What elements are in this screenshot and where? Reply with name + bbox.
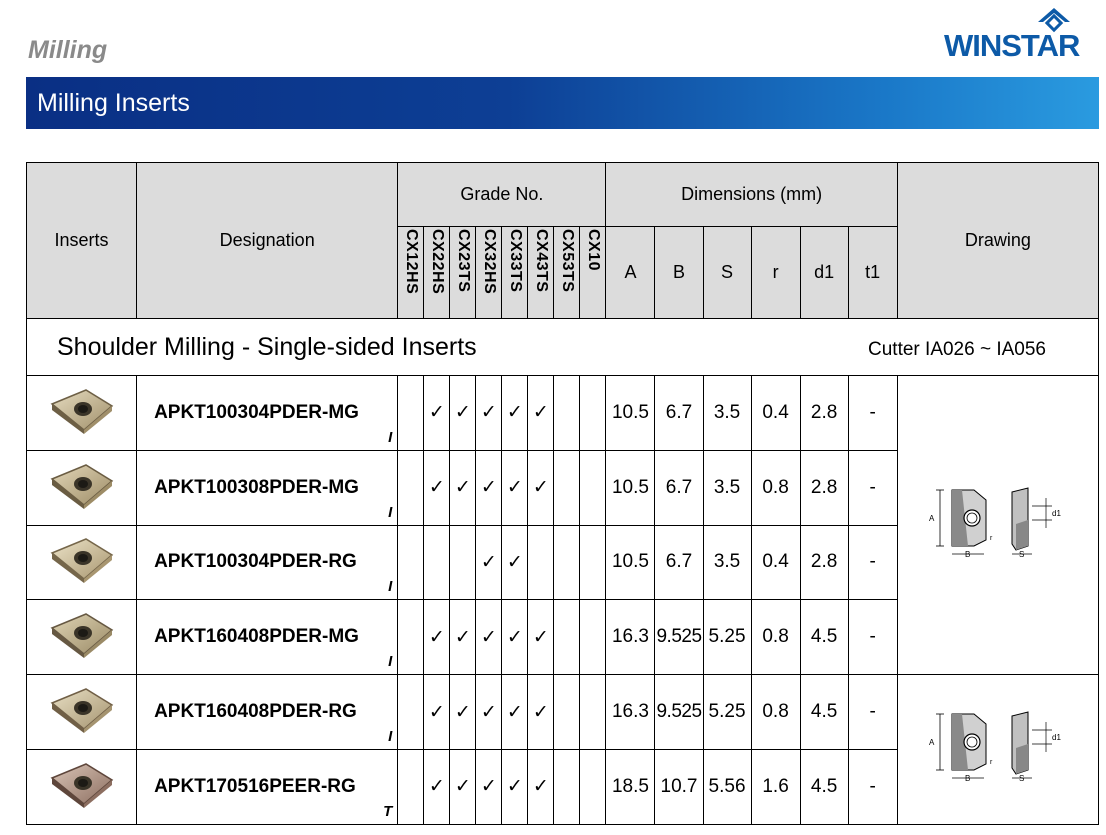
grade-cell: ✓ [528,675,554,750]
grade-cell: ✓ [476,675,502,750]
grade-cell: ✓ [424,376,450,451]
grade-cell [580,675,606,750]
chipbreaker-mark: I [388,653,393,671]
winstar-logo-icon [1032,6,1076,36]
label-b: B [964,774,971,784]
dimension-cell: 9.525 [655,675,703,750]
insert-image-cell [27,525,137,600]
dimension-cell: 3.5 [703,376,751,451]
dimension-cell: 5.25 [703,600,751,675]
grade-cell: ✓ [424,600,450,675]
dimension-cell: 18.5 [606,749,655,824]
dimension-cell: 2.8 [800,376,848,451]
section-title: Milling [28,36,108,64]
label-d1: d1 [1051,509,1061,519]
dimension-cell: 0.4 [751,376,800,451]
grade-cell [398,450,424,525]
dimension-cell: 0.8 [751,450,800,525]
dimension-cell: 6.7 [655,525,703,600]
dimension-cell: 5.25 [703,675,751,750]
header-drawing: Drawing [897,163,1098,319]
grade-cell: ✓ [528,450,554,525]
grade-cell: ✓ [476,376,502,451]
label-r: r [989,759,993,767]
header-designation: Designation [137,163,398,319]
grade-cell: ✓ [450,675,476,750]
header-grade-no: Grade No. [398,163,606,227]
dimension-cell: - [848,675,897,750]
grade-cell [528,525,554,600]
grade-cell [398,525,424,600]
chipbreaker-mark: I [388,727,393,745]
designation-cell [137,749,398,824]
designation-cell [137,376,398,451]
grade-cell [554,600,580,675]
grade-cell [554,376,580,451]
grade-cell: ✓ [502,675,528,750]
designation-text: APKT170516PEER-RG [154,775,356,797]
grade-cell: ✓ [528,749,554,824]
dimension-cell: 6.7 [655,450,703,525]
grade-cell: ✓ [450,376,476,451]
grade-cell: ✓ [424,450,450,525]
designation-text: APKT160408PDER-MG [154,626,359,648]
section-row [27,319,1099,376]
insert-photo [46,683,118,735]
label-s: S [1018,774,1025,784]
grade-cell [580,600,606,675]
dimension-cell: 0.8 [751,600,800,675]
dim-header-r: r [751,227,800,319]
insert-image-cell [27,376,137,451]
dimension-cell: 16.3 [606,600,655,675]
dimension-cell: 9.525 [655,600,703,675]
dimension-cell: - [848,525,897,600]
grade-cell: ✓ [502,450,528,525]
grade-cell [580,525,606,600]
dimension-cell: 3.5 [703,450,751,525]
cutter-range: Cutter IA026 ~ IA056 [868,339,1046,360]
dimension-cell: 0.8 [751,675,800,750]
grade-header: CX53TS [554,227,580,319]
label-s: S [1018,550,1025,560]
drawing-cell [897,675,1098,825]
brand-name: WINSTAR [944,28,1080,63]
grade-cell: ✓ [450,450,476,525]
grade-header: CX12HS [398,227,424,319]
dim-header-s: S [703,227,751,319]
drawing-cell [897,376,1098,675]
grade-cell: ✓ [476,525,502,600]
insert-photo [46,384,118,436]
grade-cell [450,525,476,600]
grade-cell [554,450,580,525]
grade-cell: ✓ [424,749,450,824]
dimension-cell: 0.4 [751,525,800,600]
designation-text: APKT100308PDER-MG [154,476,359,498]
grade-cell: ✓ [450,749,476,824]
grade-cell [554,675,580,750]
dimension-cell: 10.7 [655,749,703,824]
dimension-cell: 10.5 [606,525,655,600]
grade-header: CX33TS [502,227,528,319]
dimension-cell: 5.56 [703,749,751,824]
insert-image-cell [27,675,137,750]
grade-cell: ✓ [424,675,450,750]
winstar-logo [944,6,1100,62]
designation-cell [137,675,398,750]
dimension-cell: 6.7 [655,376,703,451]
designation-cell [137,450,398,525]
insert-photo [46,533,118,585]
header-inserts: Inserts [27,163,137,319]
insert-drawing [928,484,1068,560]
dimension-cell: - [848,450,897,525]
designation-text: APKT160408PDER-RG [154,701,357,723]
insert-photo [46,459,118,511]
insert-image-cell [27,749,137,824]
dimension-cell: 4.5 [800,600,848,675]
designation-text: APKT100304PDER-MG [154,401,359,423]
dimension-cell: 4.5 [800,749,848,824]
dimension-cell: 3.5 [703,525,751,600]
grade-cell [424,525,450,600]
designation-cell [137,600,398,675]
dimension-cell: 16.3 [606,675,655,750]
dimension-cell: 10.5 [606,376,655,451]
dimension-cell: 4.5 [800,675,848,750]
grade-cell [580,749,606,824]
grade-header: CX43TS [528,227,554,319]
grade-cell: ✓ [450,600,476,675]
section-title-text: Shoulder Milling - Single-sided Inserts [57,332,477,361]
dim-header-t1: t1 [848,227,897,319]
chipbreaker-mark: T [383,802,393,820]
grade-header: CX10 [580,227,606,319]
grade-cell: ✓ [528,600,554,675]
grade-header: CX23TS [450,227,476,319]
title-banner [26,77,1099,129]
grade-cell: ✓ [502,749,528,824]
label-a: A [928,514,935,524]
insert-image-cell [27,450,137,525]
dim-header-d1: d1 [800,227,848,319]
grade-cell: ✓ [476,600,502,675]
dimension-cell: - [848,749,897,824]
dimension-cell: 2.8 [800,450,848,525]
table-row [27,675,1099,750]
grade-header: CX32HS [476,227,502,319]
table-row [27,376,1099,451]
grade-header: CX22HS [424,227,450,319]
grade-cell: ✓ [502,376,528,451]
label-d1: d1 [1051,733,1061,743]
label-r: r [989,535,993,543]
chipbreaker-mark: I [388,428,393,446]
label-b: B [964,550,971,560]
dimension-cell: - [848,376,897,451]
dim-header-a: A [606,227,655,319]
dimension-cell: 1.6 [751,749,800,824]
grade-cell: ✓ [528,376,554,451]
designation-text: APKT100304PDER-RG [154,551,357,573]
grade-cell [554,525,580,600]
insert-photo [46,758,118,810]
chipbreaker-mark: I [388,578,393,596]
grade-cell: ✓ [502,600,528,675]
dimension-cell: 2.8 [800,525,848,600]
insert-drawing [928,708,1068,784]
grade-cell: ✓ [476,450,502,525]
grade-cell [398,675,424,750]
label-a: A [928,738,935,748]
insert-photo [46,608,118,660]
dimension-cell: 10.5 [606,450,655,525]
grade-cell [398,600,424,675]
chipbreaker-mark: I [388,503,393,521]
dimension-cell: - [848,600,897,675]
header-dimensions: Dimensions (mm) [606,163,897,227]
grade-cell [398,376,424,451]
grade-cell: ✓ [476,749,502,824]
banner-title: Milling Inserts [37,89,190,117]
inserts-table [26,162,1099,825]
grade-cell [554,749,580,824]
grade-cell [580,450,606,525]
grade-cell [398,749,424,824]
designation-cell [137,525,398,600]
dim-header-b: B [655,227,703,319]
insert-image-cell [27,600,137,675]
grade-cell [580,376,606,451]
grade-cell: ✓ [502,525,528,600]
